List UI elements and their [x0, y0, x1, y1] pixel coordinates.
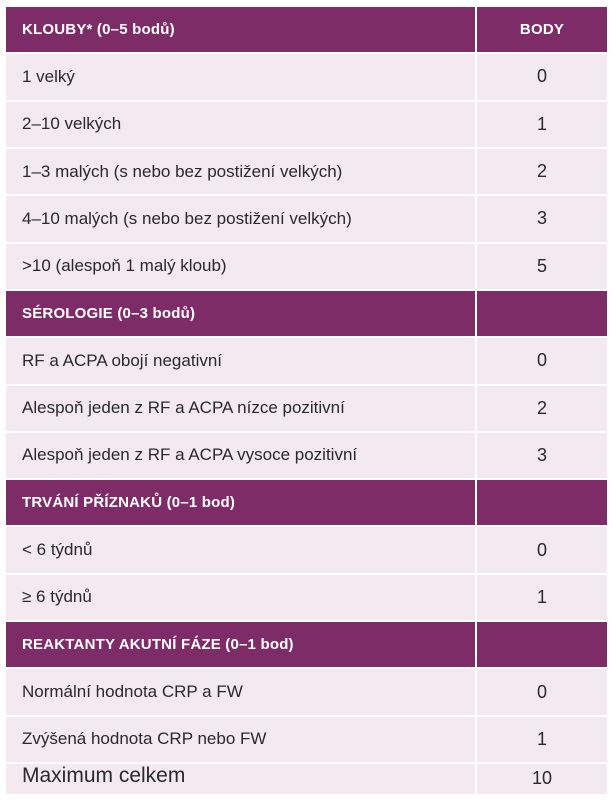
row-label: 2–10 velkých: [6, 102, 477, 149]
row-label: 1–3 malých (s nebo bez postižení velkých): [6, 149, 477, 196]
section-header-blank: [477, 622, 607, 669]
row-points: 3: [477, 433, 607, 480]
row-points: 5: [477, 244, 607, 291]
row-label: Zvýšená hodnota CRP nebo FW: [6, 717, 477, 764]
section-header-serology: SÉROLOGIE (0–3 bodů): [6, 291, 477, 338]
row-points: 0: [477, 669, 607, 716]
section-header-duration: TRVÁNÍ PŘÍZNAKŮ (0–1 bod): [6, 480, 477, 527]
row-points: 0: [477, 527, 607, 574]
row-label: Alespoň jeden z RF a ACPA nízce pozitivní: [6, 386, 477, 433]
row-points: 2: [477, 149, 607, 196]
row-points: 1: [477, 575, 607, 622]
row-label: RF a ACPA obojí negativní: [6, 338, 477, 385]
row-points: 0: [477, 338, 607, 385]
row-label: 4–10 malých (s nebo bez postižení velkých): [6, 196, 477, 243]
row-label: >10 (alespoň 1 malý kloub): [6, 244, 477, 291]
row-points: 1: [477, 717, 607, 764]
row-label: < 6 týdnů: [6, 527, 477, 574]
total-label: Maximum celkem: [6, 764, 477, 794]
section-header-blank: [477, 291, 607, 338]
row-label: ≥ 6 týdnů: [6, 575, 477, 622]
total-points: 10: [531, 768, 553, 788]
section-header-joints: KLOUBY* (0–5 bodů): [6, 7, 477, 54]
section-header-acute-phase: REAKTANTY AKUTNÍ FÁZE (0–1 bod): [6, 622, 477, 669]
row-points: 1: [477, 102, 607, 149]
criteria-table: [6, 7, 607, 794]
section-header-blank: [477, 480, 607, 527]
row-label: Alespoň jeden z RF a ACPA vysoce pozitivní: [6, 433, 477, 480]
row-points: 2: [477, 386, 607, 433]
row-label: 1 velký: [6, 54, 477, 101]
points-column-header: BODY: [477, 7, 607, 54]
row-points: 0: [477, 54, 607, 101]
row-label: Normální hodnota CRP a FW: [6, 669, 477, 716]
row-points: 3: [477, 196, 607, 243]
